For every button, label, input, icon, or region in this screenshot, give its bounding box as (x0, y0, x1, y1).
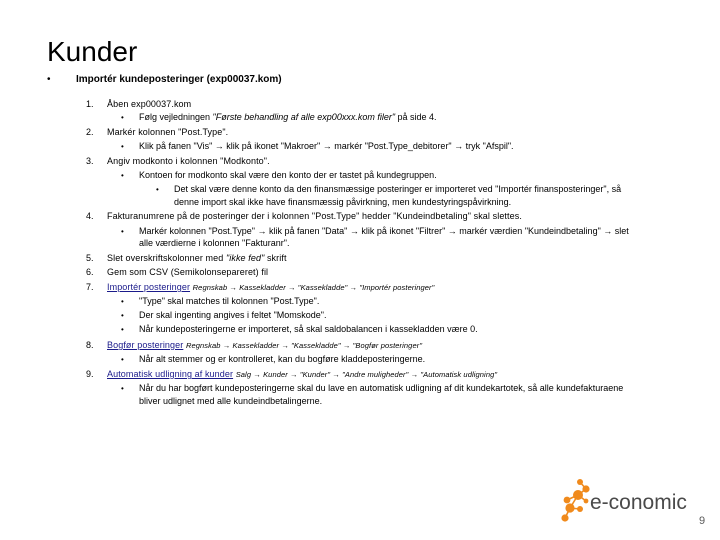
step-text: Åben exp00037.kom (107, 99, 192, 109)
post-link[interactable]: Bogfør posteringer (107, 340, 184, 350)
step-number: 3. (86, 156, 94, 166)
sub-bullet: • (121, 171, 124, 180)
sub-item: bliver udlignet med alle kundeindbetalingerne. (139, 396, 323, 406)
step-number: 6. (86, 267, 94, 277)
step-number: 5. (86, 253, 94, 263)
sub-bullet: • (121, 113, 124, 122)
sub-item: Der skal ingenting angives i feltet "Momskode". (139, 310, 327, 320)
sub-bullet: • (121, 311, 124, 320)
sub-bullet: • (121, 142, 124, 151)
logo-text: e-conomic (590, 491, 687, 514)
step-text: Angiv modkonto i kolonnen "Modkonto". (107, 156, 270, 166)
sub-bullet: • (121, 227, 124, 236)
sub-item: Når kundeposteringerne er importeret, så skal saldobalancen i kassekladden være 0. (139, 324, 478, 334)
sub-item: Kontoen for modkonto skal være den konto der er tastet på kundegruppen. (139, 170, 437, 180)
step-text: Fakturanumrene på de posteringer der i kolonnen "Post.Type" hedder "Kundeindbetaling" skal slettes. (107, 211, 522, 221)
sub-bullet: • (121, 384, 124, 393)
sub-item: "Type" skal matches til kolonnen "Post.Type". (139, 296, 320, 306)
sub-item: alle værdierne i kolonnen "Fakturanr". (139, 238, 290, 248)
sub-item: Markér kolonnen "Post.Type" → klik på fanen "Data" → klik på ikonet "Filtrer" → markér værdien "Kundeindbetaling" → slet (139, 226, 629, 236)
step-text: Gem som CSV (Semikolonsepareret) fil (107, 267, 269, 277)
page-number: 9 (699, 515, 706, 527)
sub-item: Følg vejledningen "Første behandling af alle exp00xxx.kom filer" på side 4. (139, 112, 437, 122)
section-heading: Importér kundeposteringer (exp00037.kom) (76, 74, 282, 85)
sub-bullet: • (121, 297, 124, 306)
step-text: Importér posteringer Regnskab → Kassekladder → "Kassekladde" → "Importér posteringer" (107, 282, 435, 292)
step-number: 7. (86, 282, 94, 292)
step-text: Automatisk udligning af kunder Salg → Kunder → "Kunder" → "Andre muligheder" → "Automatisk udligning" (107, 369, 498, 379)
step-text: Bogfør posteringer Regnskab → Kassekladder → "Kassekladde" → "Bogfør posteringer" (107, 340, 423, 350)
sub-item: Når alt stemmer og er kontrolleret, kan du bogføre kladdeposteringerne. (139, 354, 426, 364)
step-text: Slet overskriftskolonner med "ikke fed" skrift (107, 253, 287, 263)
import-link[interactable]: Importér posteringer (107, 282, 191, 292)
step-text: Markér kolonnen "Post.Type". (107, 127, 229, 137)
bullet: • (47, 74, 51, 85)
sub-item: Det skal være denne konto da den finansmæssige posteringer er importeret ved "Importér finansposteringer", så (174, 184, 622, 194)
step-number: 4. (86, 211, 94, 221)
step-number: 9. (86, 369, 94, 379)
sub-item: Når du har bogført kundeposteringerne skal du lave en automatisk udligning af dit kundekartotek, så alle kundefakturaene (139, 383, 624, 393)
sub-item: Klik på fanen "Vis" → klik på ikonet "Makroer" → markér "Post.Type_debitorer" → tryk "Afspil". (139, 141, 514, 151)
sub-bullet: • (156, 185, 159, 194)
sub-item: denne import skal ikke have finansmæssig påvirkning, men kundestyringspåvirkning. (174, 197, 512, 207)
auto-match-link[interactable]: Automatisk udligning af kunder (107, 369, 234, 379)
step-number: 2. (86, 127, 94, 137)
page-title: Kunder (47, 36, 138, 67)
step-number: 1. (86, 99, 94, 109)
sub-bullet: • (121, 355, 124, 364)
step-number: 8. (86, 340, 94, 350)
sub-bullet: • (121, 325, 124, 334)
